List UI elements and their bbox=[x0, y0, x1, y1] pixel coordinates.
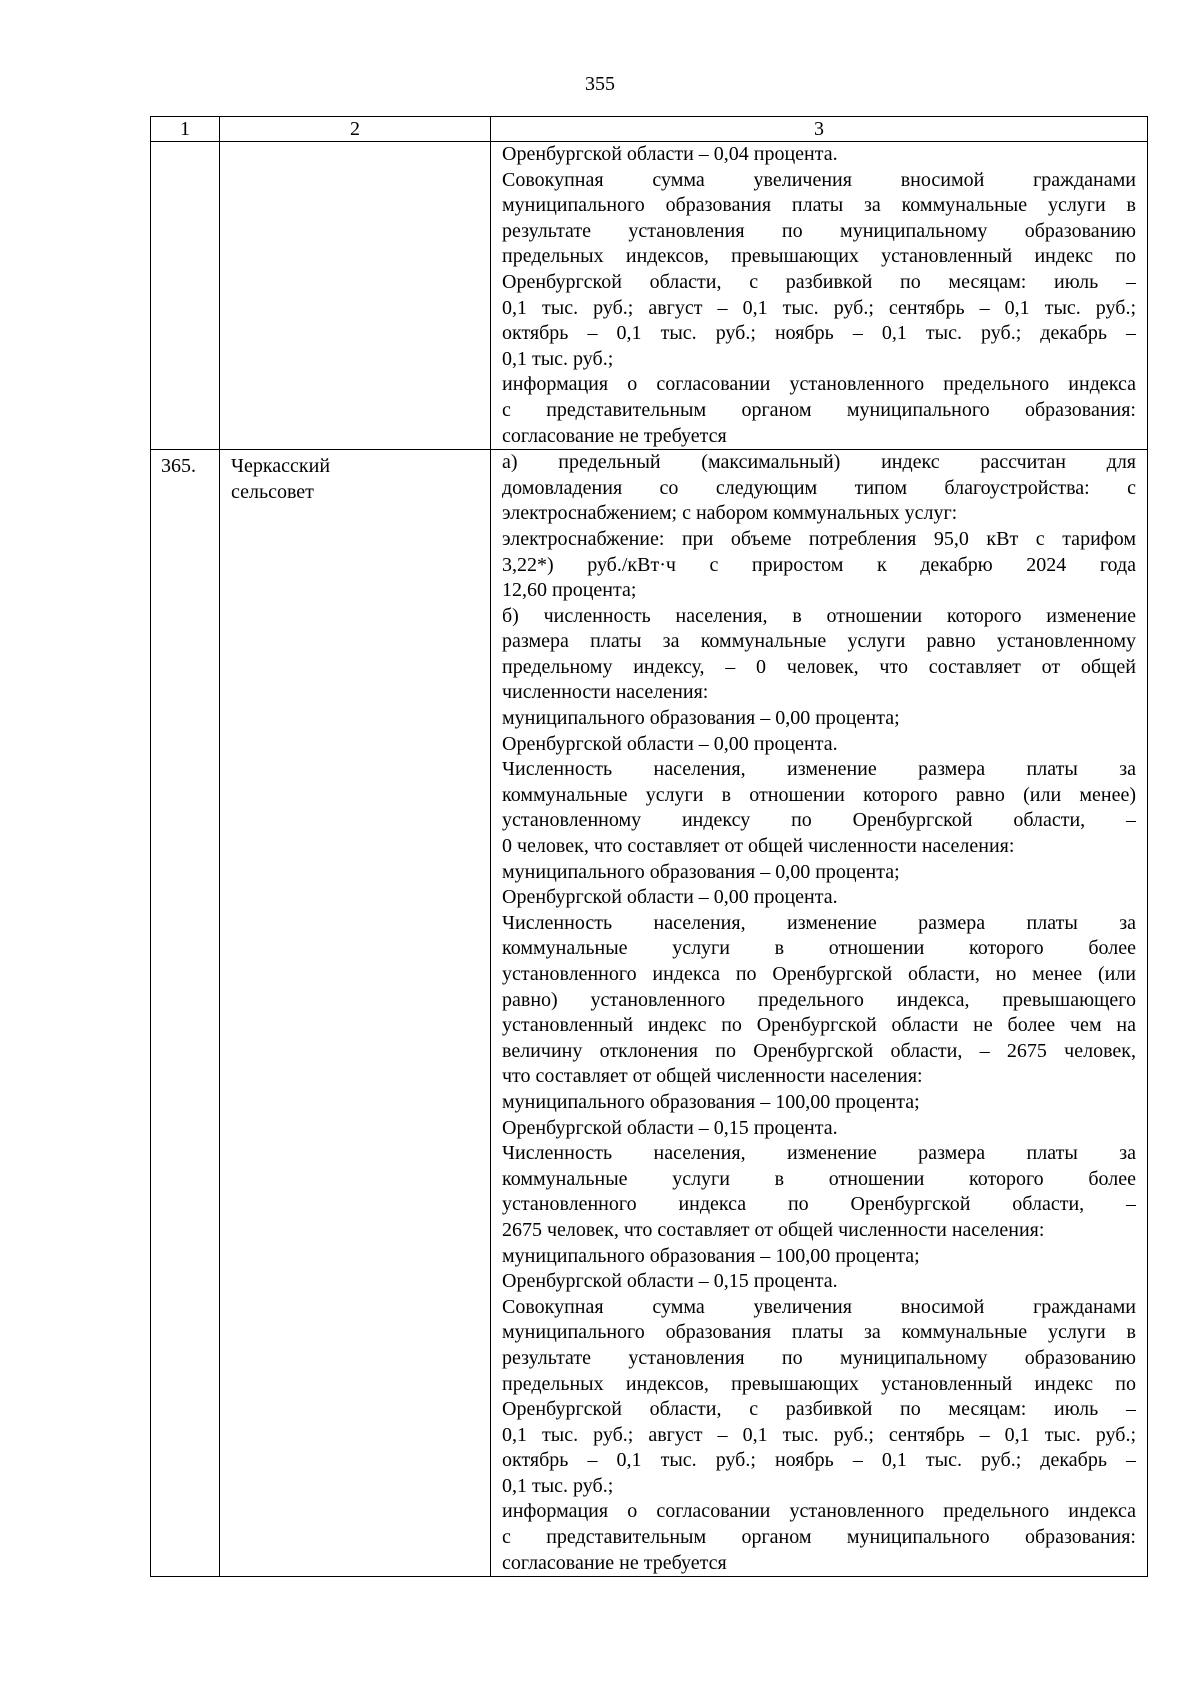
description-line: равно) установленного предельного индекса, превышающего bbox=[502, 988, 1136, 1011]
description-line: результате установления по муниципальному образованию bbox=[502, 1346, 1136, 1369]
table-header-row bbox=[151, 117, 1148, 142]
description-line: домовладения со следующим типом благоустройства: с bbox=[502, 476, 1136, 499]
description-line: 0,1 тыс. руб.; bbox=[502, 1474, 614, 1497]
description-line: Оренбургской области – 0,15 процента. bbox=[502, 1270, 838, 1293]
description-line: 12,60 процента; bbox=[502, 579, 637, 602]
description-line: Оренбургской области, с разбивкой по месяцам: июль – bbox=[502, 1398, 1136, 1421]
description-cell bbox=[491, 450, 1148, 1577]
description-line: с представительным органом муниципального образования: bbox=[502, 398, 1136, 421]
description-line: что составляет от общей численности населения: bbox=[502, 1065, 923, 1088]
description-line: муниципального образования платы за коммунальные услуги в bbox=[502, 1321, 1136, 1344]
table-row bbox=[151, 142, 1148, 450]
header-col-2: 2 bbox=[220, 117, 491, 142]
description-line: муниципального образования – 100,00 процента; bbox=[502, 1244, 920, 1267]
description-line: Оренбургской области – 0,15 процента. bbox=[502, 1116, 838, 1139]
description-line: предельных индексов, превышающих установленный индекс по bbox=[502, 1372, 1136, 1395]
description-line: а) предельный (максимальный) индекс рассчитан для bbox=[502, 451, 1136, 474]
description-line: согласование не требуется bbox=[502, 424, 727, 447]
description-line: Оренбургской области – 0,04 процента. bbox=[502, 143, 838, 165]
municipality-name-cell bbox=[220, 142, 491, 450]
municipality-name-line: Черкасский bbox=[231, 455, 331, 478]
description-line: Оренбургской области – 0,00 процента. bbox=[502, 732, 838, 755]
description-line: муниципального образования – 0,00 процента; bbox=[502, 860, 900, 883]
description-line: установленный индекс по Оренбургской области не более чем на bbox=[502, 1014, 1136, 1037]
description-cell bbox=[491, 142, 1148, 450]
description-line: 0,1 тыс. руб.; август – 0,1 тыс. руб.; сентябрь – 0,1 тыс. руб.; bbox=[502, 296, 1136, 319]
description-line: 0,1 тыс. руб.; bbox=[502, 347, 614, 370]
description-line: муниципального образования – 100,00 процента; bbox=[502, 1090, 920, 1113]
municipality-name-cell bbox=[220, 450, 491, 1577]
description-line: размера платы за коммунальные услуги равно установленному bbox=[502, 630, 1136, 653]
description-line: муниципального образования платы за коммунальные услуги в bbox=[502, 194, 1136, 217]
row-number-cell bbox=[151, 142, 220, 450]
description-line: коммунальные услуги в отношении которого более bbox=[502, 1167, 1136, 1190]
description-line: Численность населения, изменение размера платы за bbox=[502, 911, 1136, 934]
row-number: 365. bbox=[161, 455, 196, 478]
description-line: электроснабжением; с набором коммунальных услуг: bbox=[502, 502, 958, 525]
description-line: установленному индексу по Оренбургской области, – bbox=[502, 809, 1136, 832]
description-line: Численность населения, изменение размера платы за bbox=[502, 758, 1136, 781]
row-number-cell bbox=[151, 450, 220, 1577]
description-line: предельному индексу, – 0 человек, что составляет от общей bbox=[502, 655, 1136, 678]
description-line: Совокупная сумма увеличения вносимой гражданами bbox=[502, 168, 1136, 191]
description-line: предельных индексов, превышающих установленный индекс по bbox=[502, 245, 1136, 268]
description-line: муниципального образования – 0,00 процента; bbox=[502, 707, 900, 730]
description-line: согласование не требуется bbox=[502, 1551, 727, 1574]
description-line: Численность населения, изменение размера платы за bbox=[502, 1142, 1136, 1165]
description-line: коммунальные услуги в отношении которого более bbox=[502, 937, 1136, 960]
description-line: коммунальные услуги в отношении которого равно (или менее) bbox=[502, 783, 1136, 806]
description-line: информация о согласовании установленного предельного индекса bbox=[502, 1500, 1136, 1523]
description-line: установленного индекса по Оренбургской области, – bbox=[502, 1193, 1136, 1216]
description-line: результате установления по муниципальному образованию bbox=[502, 219, 1136, 242]
description-line: Оренбургской области – 0,00 процента. bbox=[502, 886, 838, 909]
description-line: октябрь – 0,1 тыс. руб.; ноябрь – 0,1 тыс. руб.; декабрь – bbox=[502, 1449, 1136, 1472]
municipality-name-line: сельсовет bbox=[231, 480, 314, 503]
page-number: 355 bbox=[585, 73, 615, 95]
description-line: численности населения: bbox=[502, 681, 709, 704]
description-line: 0,1 тыс. руб.; август – 0,1 тыс. руб.; сентябрь – 0,1 тыс. руб.; bbox=[502, 1423, 1136, 1446]
description-line: установленного индекса по Оренбургской области, но менее (или bbox=[502, 963, 1136, 985]
header-col-1: 1 bbox=[151, 117, 220, 142]
description-line: электроснабжение: при объеме потребления 95,0 кВт с тарифом bbox=[502, 527, 1136, 550]
description-line: информация о согласовании установленного предельного индекса bbox=[502, 373, 1136, 396]
description-line: величину отклонения по Оренбургской области, – 2675 человек, bbox=[502, 1039, 1136, 1062]
description-line: б) численность населения, в отношении которого изменение bbox=[502, 604, 1136, 627]
description-line: Оренбургской области, с разбивкой по месяцам: июль – bbox=[502, 270, 1136, 293]
description-line: Совокупная сумма увеличения вносимой гражданами bbox=[502, 1295, 1136, 1318]
table-row bbox=[151, 450, 1148, 1577]
description-line: октябрь – 0,1 тыс. руб.; ноябрь – 0,1 тыс. руб.; декабрь – bbox=[502, 322, 1136, 345]
description-line: 0 человек, что составляет от общей численности населения: bbox=[502, 835, 1015, 858]
header-col-3: 3 bbox=[491, 117, 1148, 142]
document-table bbox=[150, 116, 1148, 1577]
description-line: 3,22*) руб./кВт·ч с приростом к декабрю 2024 года bbox=[502, 553, 1136, 576]
description-line: с представительным органом муниципального образования: bbox=[502, 1526, 1136, 1549]
description-line: 2675 человек, что составляет от общей численности населения: bbox=[502, 1218, 1045, 1241]
